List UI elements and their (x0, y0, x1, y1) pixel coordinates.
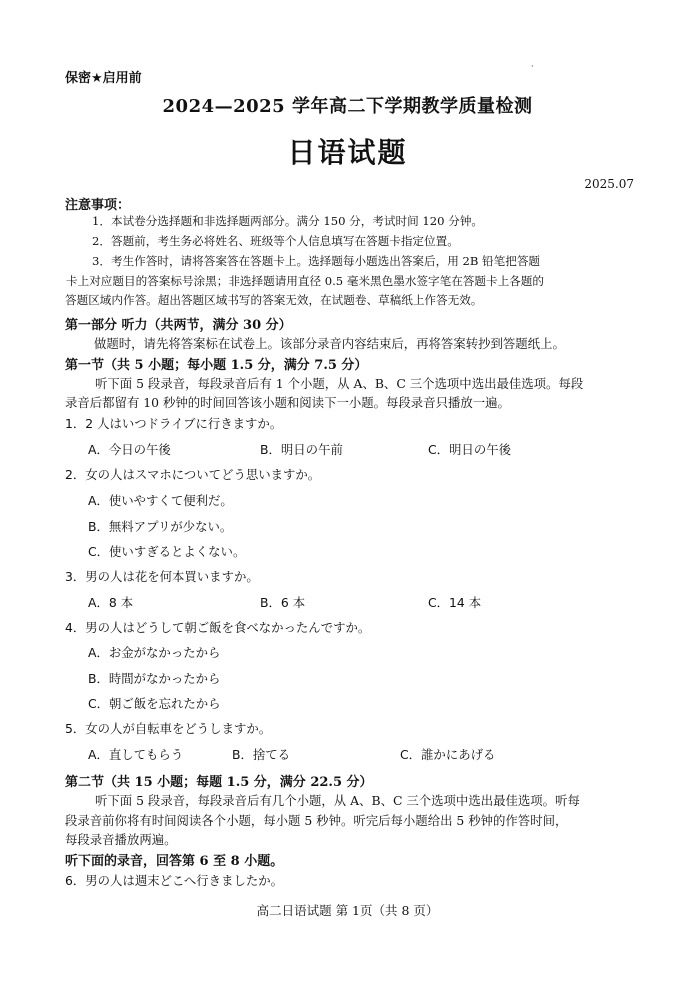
option-4b: B．時間がなかったから (88, 671, 221, 686)
section1-instruction: 录音后都留有 10 秒钟的时间回答该小题和阅读下一小题。每段录音只播放一遍。 (65, 395, 510, 410)
section2-instruction: 段录音前你将有时间阅读各个小题，每小题 5 秒钟。听完后每小题给出 5 秒钟的作答时间， (65, 813, 568, 828)
option-4c: C．朝ご飯を忘れたから (88, 696, 221, 711)
option-1a: A．今日の午後 (88, 442, 171, 457)
question-3: 3．男の人は花を何本買いますか。 (65, 569, 259, 584)
scan-dot: · (531, 62, 534, 71)
notice-item: 1．本试卷分选择题和非选择题两部分。满分 150 分，考试时间 120 分钟。 (92, 214, 484, 228)
option-2b: B．無料アプリが少ない。 (88, 519, 233, 534)
section1-instruction: 听下面 5 段录音，每段录音后有 1 个小题，从 A、B、C 三个选项中选出最佳选项。每段 (95, 376, 584, 391)
subject-title: 日语试题 (287, 136, 408, 169)
exam-date: 2025.07 (584, 177, 634, 191)
option-5c: C．誰かにあげる (400, 747, 496, 762)
notice-item: 3．考生作答时，请将答案答在答题卡上。选择题每小题选出答案后，用 2B 铅笔把答题 (92, 254, 541, 268)
confidential-label: 保密★启用前 (65, 71, 142, 86)
exam-title: 2024—2025 学年高二下学期教学质量检测 (162, 96, 533, 117)
page-footer: 高二日语试题 第 1页（共 8 页） (256, 903, 439, 918)
notice-item: 2．答题前，考生务必将姓名、班级等个人信息填写在答题卡指定位置。 (92, 234, 459, 248)
part1-title: 第一部分 听力（共两节，满分 30 分） (65, 318, 292, 333)
option-3b: B．6 本 (260, 595, 306, 610)
question-5: 5．女の人が自転車をどうしますか。 (65, 721, 272, 736)
part1-instruction: 做题时，请先将答案标在试卷上。该部分录音内容结束后，再将答案转抄到答题纸上。 (94, 336, 565, 351)
question-2: 2．女の人はスマホについてどう思いますか。 (65, 467, 321, 482)
option-5b: B．捨てる (232, 747, 291, 762)
option-1c: C．明日の午後 (428, 442, 511, 457)
notice-item: 卡上对应题目的答案标号涂黑；非选择题请用直径 0.5 毫米黑色墨水签字笔在答题卡上各题的 (66, 274, 544, 288)
option-5a: A．直してもらう (88, 747, 184, 762)
notice-title: 注意事项： (65, 198, 131, 213)
section2-instruction: 每段录音播放两遍。 (65, 832, 177, 847)
question-1: 1．2 人はいつドライブに行きますか。 (65, 416, 283, 431)
option-3a: A．8 本 (88, 595, 134, 610)
option-4a: A．お金がなかったから (88, 645, 221, 660)
section2-title: 第二节（共 15 小题；每题 1.5 分，满分 22.5 分） (65, 775, 373, 790)
question-6: 6．男の人は週末どこへ行きましたか。 (65, 873, 284, 888)
option-2c: C．使いすぎるとよくない。 (88, 544, 246, 559)
section1-title: 第一节（共 5 小题；每小题 1.5 分，满分 7.5 分） (65, 358, 368, 373)
notice-item: 答题区域内作答。超出答题区域书写的答案无效，在试题卷、草稿纸上作答无效。 (65, 293, 483, 307)
group-title: 听下面的录音，回答第 6 至 8 小题。 (65, 854, 284, 869)
section2-instruction: 听下面 5 段录音，每段录音后有几个小题，从 A、B、C 三个选项中选出最佳选项。听每 (95, 793, 580, 808)
option-1b: B．明日の午前 (260, 442, 343, 457)
option-2a: A．使いやすくて便利だ。 (88, 493, 233, 508)
option-3c: C．14 本 (428, 595, 482, 610)
question-4: 4．男の人はどうして朝ご飯を食べなかったんですか。 (65, 620, 371, 635)
